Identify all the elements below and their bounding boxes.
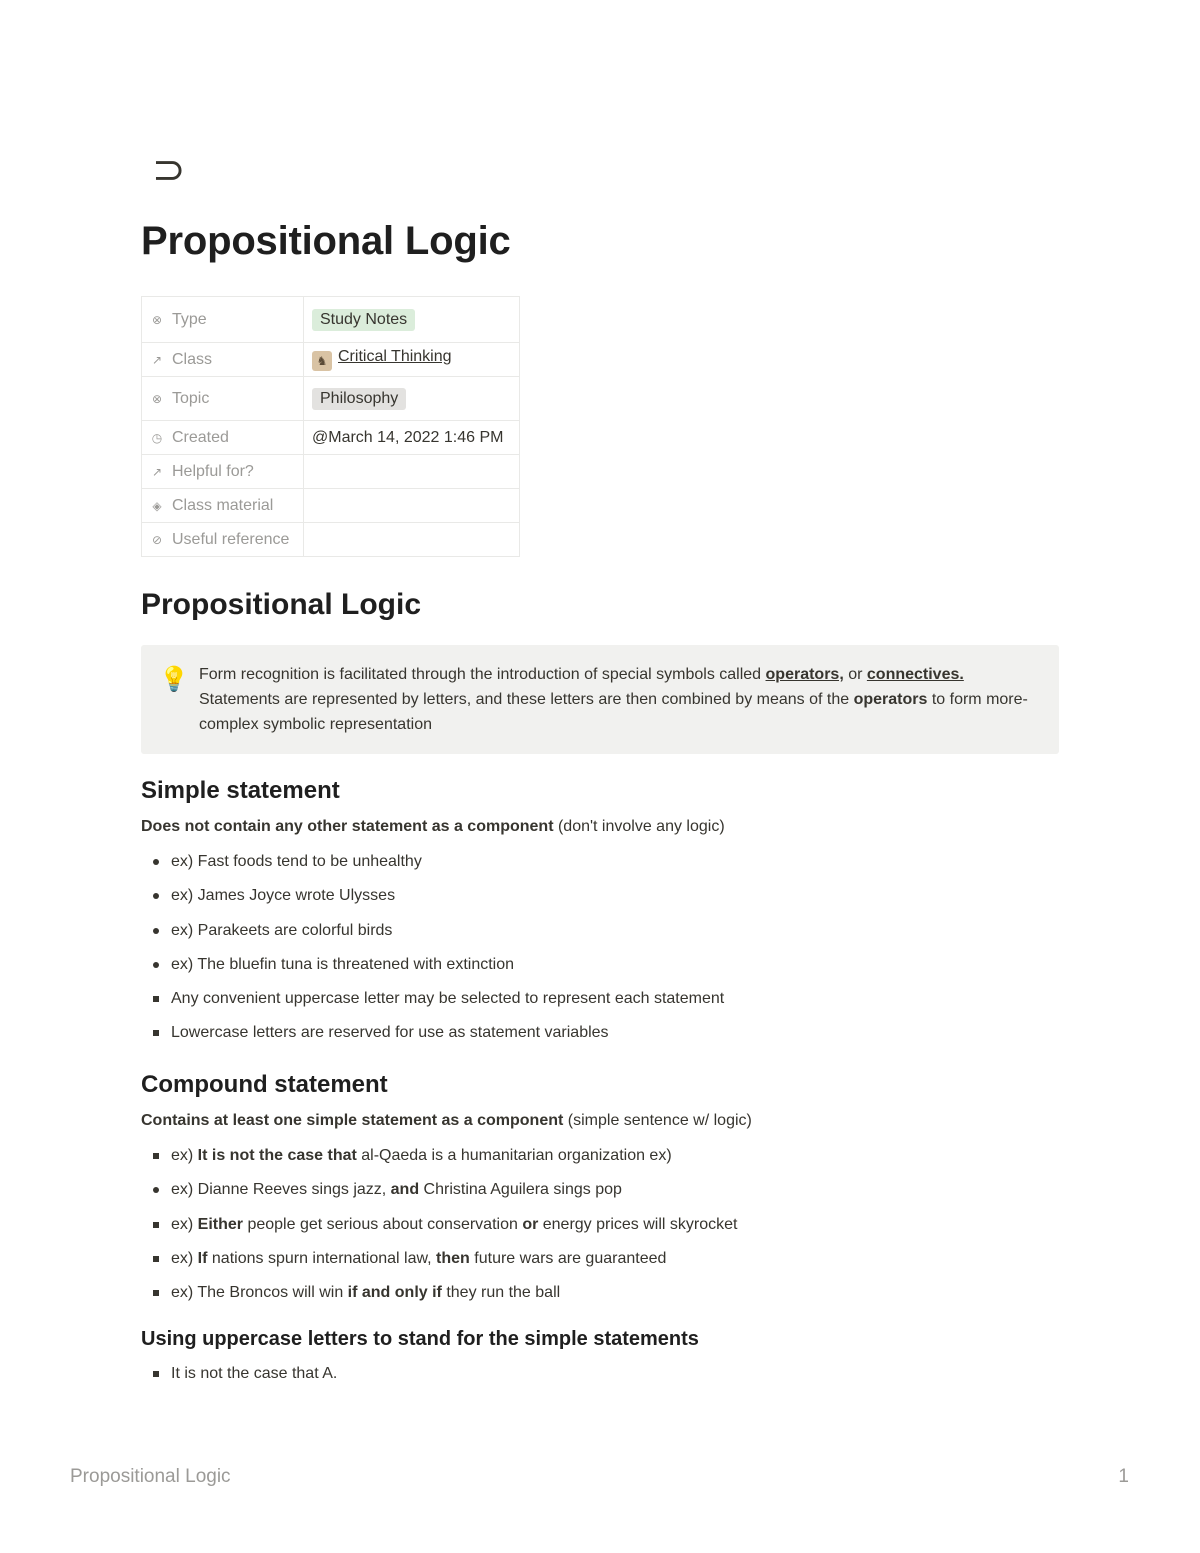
property-row-class[interactable] [142, 343, 520, 377]
clock-icon: ◷ [151, 430, 163, 445]
footer-title: Propositional Logic [70, 1466, 231, 1487]
topic-tag[interactable]: Philosophy [312, 388, 406, 410]
footer-page-number: 1 [1118, 1466, 1129, 1487]
list-item: ex) Dianne Reeves sings jazz, and Christina Aguilera sings pop [141, 1179, 737, 1213]
list-item: Lowercase letters are reserved for use as statement variables [141, 1022, 724, 1056]
list-item: ex) Fast foods tend to be unhealthy [141, 851, 724, 885]
list-item: ex) The Broncos will win if and only if they run the ball [141, 1282, 737, 1316]
property-key: ◷ Created [142, 421, 304, 455]
callout-text: Form recognition is facilitated through the introduction of special symbols called operators, or connectives. Statements are represented by letters, and these letters are then combined by means of the operators to form more-complex symbolic representation [199, 666, 1028, 733]
page-icon[interactable]: ⊃ [152, 147, 186, 193]
property-value-empty[interactable] [304, 489, 520, 523]
property-row-type[interactable] [142, 297, 520, 343]
property-key: ⊗ Type [142, 297, 304, 343]
class-page-icon: ♞ [312, 351, 332, 371]
section-heading: Propositional Logic [141, 588, 422, 621]
link-icon: ⊘ [151, 532, 163, 547]
property-row-created[interactable] [142, 421, 520, 455]
list-item: ex) Parakeets are colorful birds [141, 920, 724, 954]
property-row-class-material[interactable] [142, 489, 520, 523]
property-key: ↗ Class [142, 343, 304, 377]
property-value-empty[interactable] [304, 455, 520, 489]
uppercase-letters-heading: Using uppercase letters to stand for the simple statements [141, 1328, 699, 1350]
simple-statement-heading: Simple statement [141, 777, 340, 804]
list-item: ex) Either people get serious about conservation or energy prices will skyrocket [141, 1214, 737, 1248]
list-item: Any convenient uppercase letter may be selected to represent each statement [141, 988, 724, 1022]
property-value-empty[interactable] [304, 523, 520, 557]
property-key: ⊘ Useful reference [142, 523, 304, 557]
simple-statement-definition: Does not contain any other statement as a component (don't involve any logic) [141, 818, 725, 835]
compound-statement-heading: Compound statement [141, 1071, 388, 1098]
list-item: ex) It is not the case that al-Qaeda is a humanitarian organization ex) [141, 1145, 737, 1179]
property-value[interactable] [304, 343, 520, 377]
property-key: ↗ Helpful for? [142, 455, 304, 489]
uppercase-letters-list [141, 1363, 337, 1397]
list-item: ex) James Joyce wrote Ulysses [141, 885, 724, 919]
relation-icon: ↗ [151, 352, 163, 367]
select-icon: ⊗ [151, 312, 163, 327]
callout-block [141, 645, 1059, 754]
attachment-icon: ◈ [152, 498, 162, 513]
property-value[interactable] [304, 377, 520, 421]
list-item: ex) The bluefin tuna is threatened with extinction [141, 954, 724, 988]
property-row-helpful-for[interactable] [142, 455, 520, 489]
list-item: It is not the case that A. [141, 1363, 337, 1397]
list-item: ex) If nations spurn international law, then future wars are guaranteed [141, 1248, 737, 1282]
properties-table [141, 296, 520, 557]
property-row-topic[interactable] [142, 377, 520, 421]
type-tag[interactable]: Study Notes [312, 309, 415, 331]
lightbulb-icon: 💡 [159, 665, 189, 693]
created-date[interactable]: @March 14, 2022 1:46 PM [304, 421, 520, 455]
relation-icon: ↗ [151, 464, 163, 479]
select-icon: ⊗ [151, 391, 163, 406]
compound-statement-list [141, 1145, 737, 1316]
class-link[interactable]: Critical Thinking [338, 348, 452, 365]
property-row-useful-reference[interactable] [142, 523, 520, 557]
property-key: ◈ Class material [142, 489, 304, 523]
simple-statement-list [141, 851, 724, 1057]
compound-statement-definition: Contains at least one simple statement as a component (simple sentence w/ logic) [141, 1112, 752, 1129]
property-key: ⊗ Topic [142, 377, 304, 421]
page-title: Propositional Logic [141, 219, 511, 263]
property-value[interactable] [304, 297, 520, 343]
